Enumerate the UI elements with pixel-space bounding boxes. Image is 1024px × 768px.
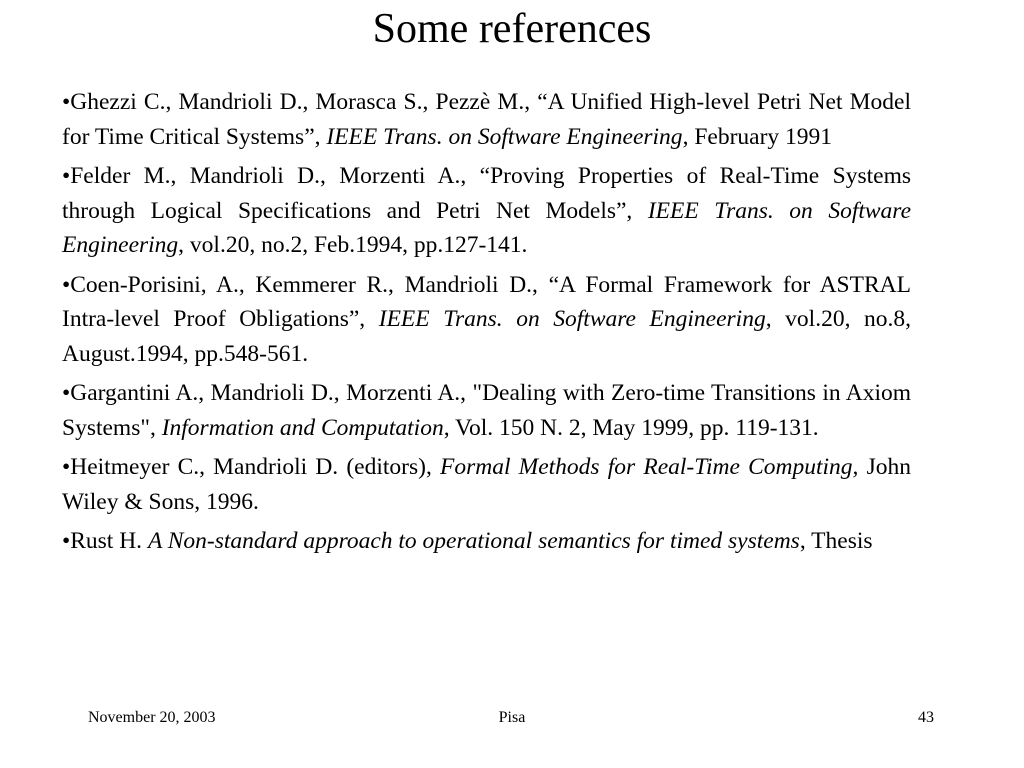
footer-place: Pisa xyxy=(498,709,526,726)
reference-text: Rust H. xyxy=(70,528,148,554)
bullet: • xyxy=(62,454,71,480)
reference-journal: IEEE Trans. on Software Engineering xyxy=(326,123,683,150)
reference-book-title: Formal Methods for Real-Time Computing, xyxy=(439,454,859,480)
reference-text: Felder M., Mandrioli D., Morzenti A., “Proving Properties of Real-Time Systems through Logical Specifications and Petri Net Models”, xyxy=(62,163,911,224)
reference-text: Coen-Porisini, A., Kemmerer R., Mandrioli D., “A Formal Framework for ASTRAL Intra-level Proof Obligations”, xyxy=(62,271,911,332)
reference-journal: IEEE Trans. on Software Engineering xyxy=(62,197,912,258)
reference-journal: IEEE Trans. on Software Engineering xyxy=(378,306,766,332)
reference-details: , February 1991 xyxy=(682,123,833,150)
reference-details: , vol.20, no.2, Feb.1994, pp.127-141. xyxy=(178,232,528,258)
reference-thesis-title: A Non-standard approach to operational semantics for timed systems xyxy=(147,528,800,554)
footer-page-number: 43 xyxy=(918,709,934,726)
reference-item xyxy=(62,524,911,559)
reference-details: John Wiley & Sons, 1996. xyxy=(62,454,911,515)
reference-item xyxy=(62,268,911,372)
reference-list xyxy=(62,85,911,564)
bullet: • xyxy=(62,163,71,189)
bullet: • xyxy=(62,528,71,554)
reference-item xyxy=(62,450,911,519)
reference-text: Heitmeyer C., Mandrioli D. (editors), xyxy=(70,454,440,480)
bullet: • xyxy=(62,271,71,298)
reference-journal: Information and Computation xyxy=(161,414,444,441)
reference-details: , Thesis xyxy=(799,528,873,554)
reference-details: , Vol. 150 N. 2, May 1999, pp. 119-131. xyxy=(443,414,819,441)
slide-title: Some references xyxy=(372,6,652,52)
reference-text: Ghezzi C., Mandrioli D., Morasca S., Pezzè M., “A Unified High-level Petri Net Model for Time Critical Systems”, xyxy=(62,89,911,150)
reference-item xyxy=(62,159,911,263)
footer-date: November 20, 2003 xyxy=(88,709,216,726)
reference-text: Gargantini A., Mandrioli D., Morzenti A., "Dealing with Zero-time Transitions in Axiom Systems", xyxy=(62,380,911,441)
reference-item xyxy=(62,85,911,154)
bullet: • xyxy=(62,89,71,115)
reference-details: , vol.20, no.8, August.1994, pp.548-561. xyxy=(62,306,912,367)
bullet: • xyxy=(62,380,71,406)
reference-item xyxy=(62,376,911,445)
